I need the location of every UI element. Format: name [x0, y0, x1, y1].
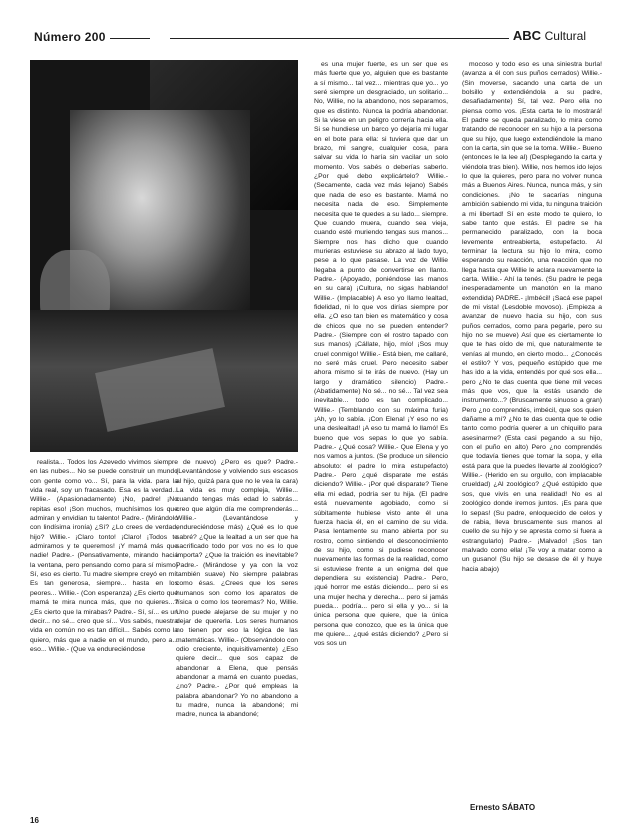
- column-4: [462, 60, 602, 800]
- brand-name: ABC: [512, 28, 542, 43]
- column-2-text: de nuevo) ¿Pero es que? Padre.- (Levantándose y volviendo sus escasos al hijo, quizá para que no le vea la cara) La vida es muy compleja, Willie... cuando tengas más edad lo sabrás... creo que algún día me comprenderás... Willie.- (Levantándose y endureciéndose más) ¿Qué es lo que sabré? ¿Que la lealtad a un ser que ha sacrificado todo por vos no es lo que importa? ¿Que la traición es inevitable? Padre.- (Mirándose y ya con la voz también suave) No siempre palabras como ésas. ¿Crees que los seres humanos son como los aparatos de física o como los teoremas? No, Willie. Uno puede alejarse de su mujer y no dejar de quererla. Los seres humanos no tienen por eso la lógica de las matemáticas. Willie.- (Observándolo con odio creciente, inquisitivamente) ¿Eso quiere decir... que sos capaz de abandonar a Elena, que pensás abandonar a mamá en cuanto puedas, ¿no? Padre.- ¿Por qué empleas la palabra abandonar? Yo no abandono a tu madre, nunca la abandoné; mi madre, nunca la abandoné;: [176, 459, 298, 719]
- header-rule-center: [170, 38, 510, 39]
- author-signature: Ernesto SÁBATO: [470, 803, 536, 812]
- page-number: 16: [30, 816, 39, 825]
- column-3-text: es una mujer fuerte, es un ser que es más fuerte que yo, alguien que es bastante a sí mismo... tal vez... mientras que yo... yo seré siempre un desgraciado, un solitario... No, Willie, no la abandono, nos separamos, que es distinto. Nunca la podría abandonar. Si la viese en un peligro correría hacia ella. Si se hundiese un barco yo dejaría mi lugar en el bote para ella: si tuviera que dar un brazo, mi sangre, cualquier cosa, para salvar su vida lo haría sin vacilar un solo momento. Vos sabés o deberías saberlo. ¿Por qué debo explicártelo? Willie.- (Secamente, cada vez más lejano) Sabés que nada de eso es bastante. Mamá no necesita nada de eso. Simplemente necesita que te quedes a su lado... siempre. Que cuando muera, cuando sea vieja, cuando esté muriendo tengas sus manos... Siempre nos has dicho que cuando murieras estuviese su abrazo al lado tuyo, pese a lo que pasase. La voz de Willie llegaba a punto de convertirse en llanto. Padre.- (Apoyado, poniéndose las manos en su cara) ¡Cultura, no sigas hablando! Willie.- (Implacable) A eso yo llamo lealtad, fidelidad, ni lo que vos dirías siempre por ella. ¿O eso tan bien es matemático y cosa de chicos que no se pueden entender? Padre.- (Siempre con el rostro tapado con sus manos) ¡Cállate, hijo, mío! ¡Sos muy cruel conmigo! Willie.- Está bien, me callaré, no seré más cruel. Pero necesito saber ahora mismo si te irás de nuevo. (Hay un largo y dramático silencio) Padre.- (Abatidamente) No sé... no sé... Tal vez sea inevitable... todo es tan complicado... Willie.- (Temblando con su máxima furia) ¡Ah, yo lo sabía. ¡Con Elena! ¡Y eso no es una deslealtad! ¡A eso tu mamá lo llamó! Es bueno que vos sepas lo que yo sabía. Padre.- ¿Qué cosa? Willie.- Que Elena y yo nos vamos a juntos. (Se produce un silencio absoluto: el padre lo mira estupefacto) Padre.- Pero ¿qué disparate me estás diciendo? Willie.- ¡Por qué disparate? Tiene ella mi edad, podría ser tu hija. (El padre está nuevamente agobiado, como si súbitamente hubiese visto ante él una fuerza hacia él, en el camino de su vida. Pasa lentamente su mano abierta por su rostro, como sintiendo el desconocimiento de su hijo, como si pudiese reconocer nuevamente las formas de la realidad, como si estuviese frente a un enigma del que dependiera su existencia) Padre.- Pero, ¡qué horror me estás diciendo... pero si es una mujer hecha y derecha... pero si jamás pueda... podría... pero si ella y yo... si la única persona que quiere, que la única persona que conozco, que es la única que me quiere... ¿qué estás diciendo? ¿Pero si vos sos un: [314, 61, 448, 648]
- column-2: [176, 458, 298, 810]
- column-1: [30, 458, 178, 810]
- column-3: [314, 60, 448, 804]
- section-name: Cultural: [544, 29, 586, 43]
- column-4-text: mocoso y todo eso es una siniestra burla! (avanza a él con sus puños cerrados) Willie.- (Sin moverse, sacando una carta de un bolsillo y extendiéndola a su padre, desafiadamente) Sí, tal vez. Pero ella no piensa como vos. ¡Esta carta te lo mostrará! El padre se queda paralizado, lo mira como tratando de reconocer en su hijo a la persona que su hijo, que luego extendiéndole la mano con la carta, sin que se la toma. Willie.- Bueno (entonces le la lee al) (Desplegando la carta y viéndola tras bien). Willie, nos hemos ido lejos lo que la quieres, pero para no volver nunca más a Buenos Aires. Nunca, nunca más, y sin condiciones. ¡No te sacarías ninguna ambición sabiendo mi vida, tu ninguna traición a mi libertad! Sí en este modo te quiero, lo sabe tanto que estás. El padre se ha permanecido paralizado, con la boca levemente entreabierta, estupefacto. Al terminar la lectura su hijo lo mira, como esperando su reacción, una reacción que no llega hasta que Willie le aclara nuevamente la carta. Willie.- Ahí la tenés. (Su padre le pega inesperadamente un manotón en la mano extendida) PADRE.- ¡Imbécil! ¡Sacá ese papel de mi vista! (Lesdoble movoso). ¡Empieza a avanzar de nuevo hacia su hijo, con sus puños cerrados, como para pegarle, pero su hijo no se mueve) Así que es ciertamente lo que te has oído de mi, que naturalmente te venías al mundo, en cierto modo... ¿Conocés el estilo? Y vos, pequeño estúpido que me has ido a la vida, entendés por qué sos ella... pero ¿No te das cuenta que tiene mil veces más que vos, que la estás usando de instrumento...? (Bruscamente sinuoso a gran) Pero ¿no comprendés, imbécil, que sos quien dañame a mí? ¿No te das cuenta que te odie tanto como podría querer a un chiquillo para asesinarme? (Esta casi pegando a su hijo, con el puño en alto) Pero ¿no comprendés que todavía tienes que tomar la sopa, y ella está para que la puedes llevarte al zoológico? Willie.- (Herido en su orgullo, con implacable crueldad) ¿Al zoológico? ¿Qué estúpido que sos, que vivís en una realidad! No es al zoológico donde iremos juntos. ¡Es para que lo sepas! (Su padre, enloquecido de celos y de rabia, lleva bruscamente sus manos al cuello de su hijo y se apresta como si fuera a estrangularlo) Padre.- ¡Malvado! ¡Sos tan malvado como ella! ¡Te voy a matar como a un gusano! (Su hijo se desase de él y huye hacia abajo): [462, 61, 602, 573]
- column-1-text: realista... Todos los Azevedo vivimos siempre en las nubes... No se puede construir un mundo con gente como vo... Sí, para la vida. para la vida real, soy un fracasado. Esa es la verdad... Willie.- (Apasionadamente) ¡No, padre! ¡No repitas eso! ¡Son muchos, muchísimos los que admiran y envidian tu talento! Padre.- (Mirándolo con lindísima ironía) ¿Sí? ¿Lo crees de verdad, hijo? Willie.- ¡Claro tonto! ¡Claro! ¡Todos te admiramos y te queremos! ¡Y mamá más que nadie! Padre.- (Pensativamente, mirando hacia la ventana, pero pensando como para sí mismo) Sí, eso es cierto. Tu madre siempre creyó en mí. Es tan generosa, siempre... hasta en los peores... Willie.- (Con esperanza) ¿Es cierto que mamá te mira nunca más, que no quieres...? ¿Es cierto que la mirabas? Padre.- Sí, sí... es un decir... no sé... creo que sí... Vos sabés, nuestra vida en común no es tan difícil... Sabés como la quiero, más que a nadie en el mundo, pero a... eso... Willie.- (Que va endureciéndose: [30, 459, 178, 653]
- publication-brand: [509, 28, 590, 43]
- page-header: [30, 28, 610, 50]
- issue-number: Número 200: [30, 30, 110, 44]
- header-rule-left: [110, 38, 150, 39]
- photograph: [30, 60, 298, 452]
